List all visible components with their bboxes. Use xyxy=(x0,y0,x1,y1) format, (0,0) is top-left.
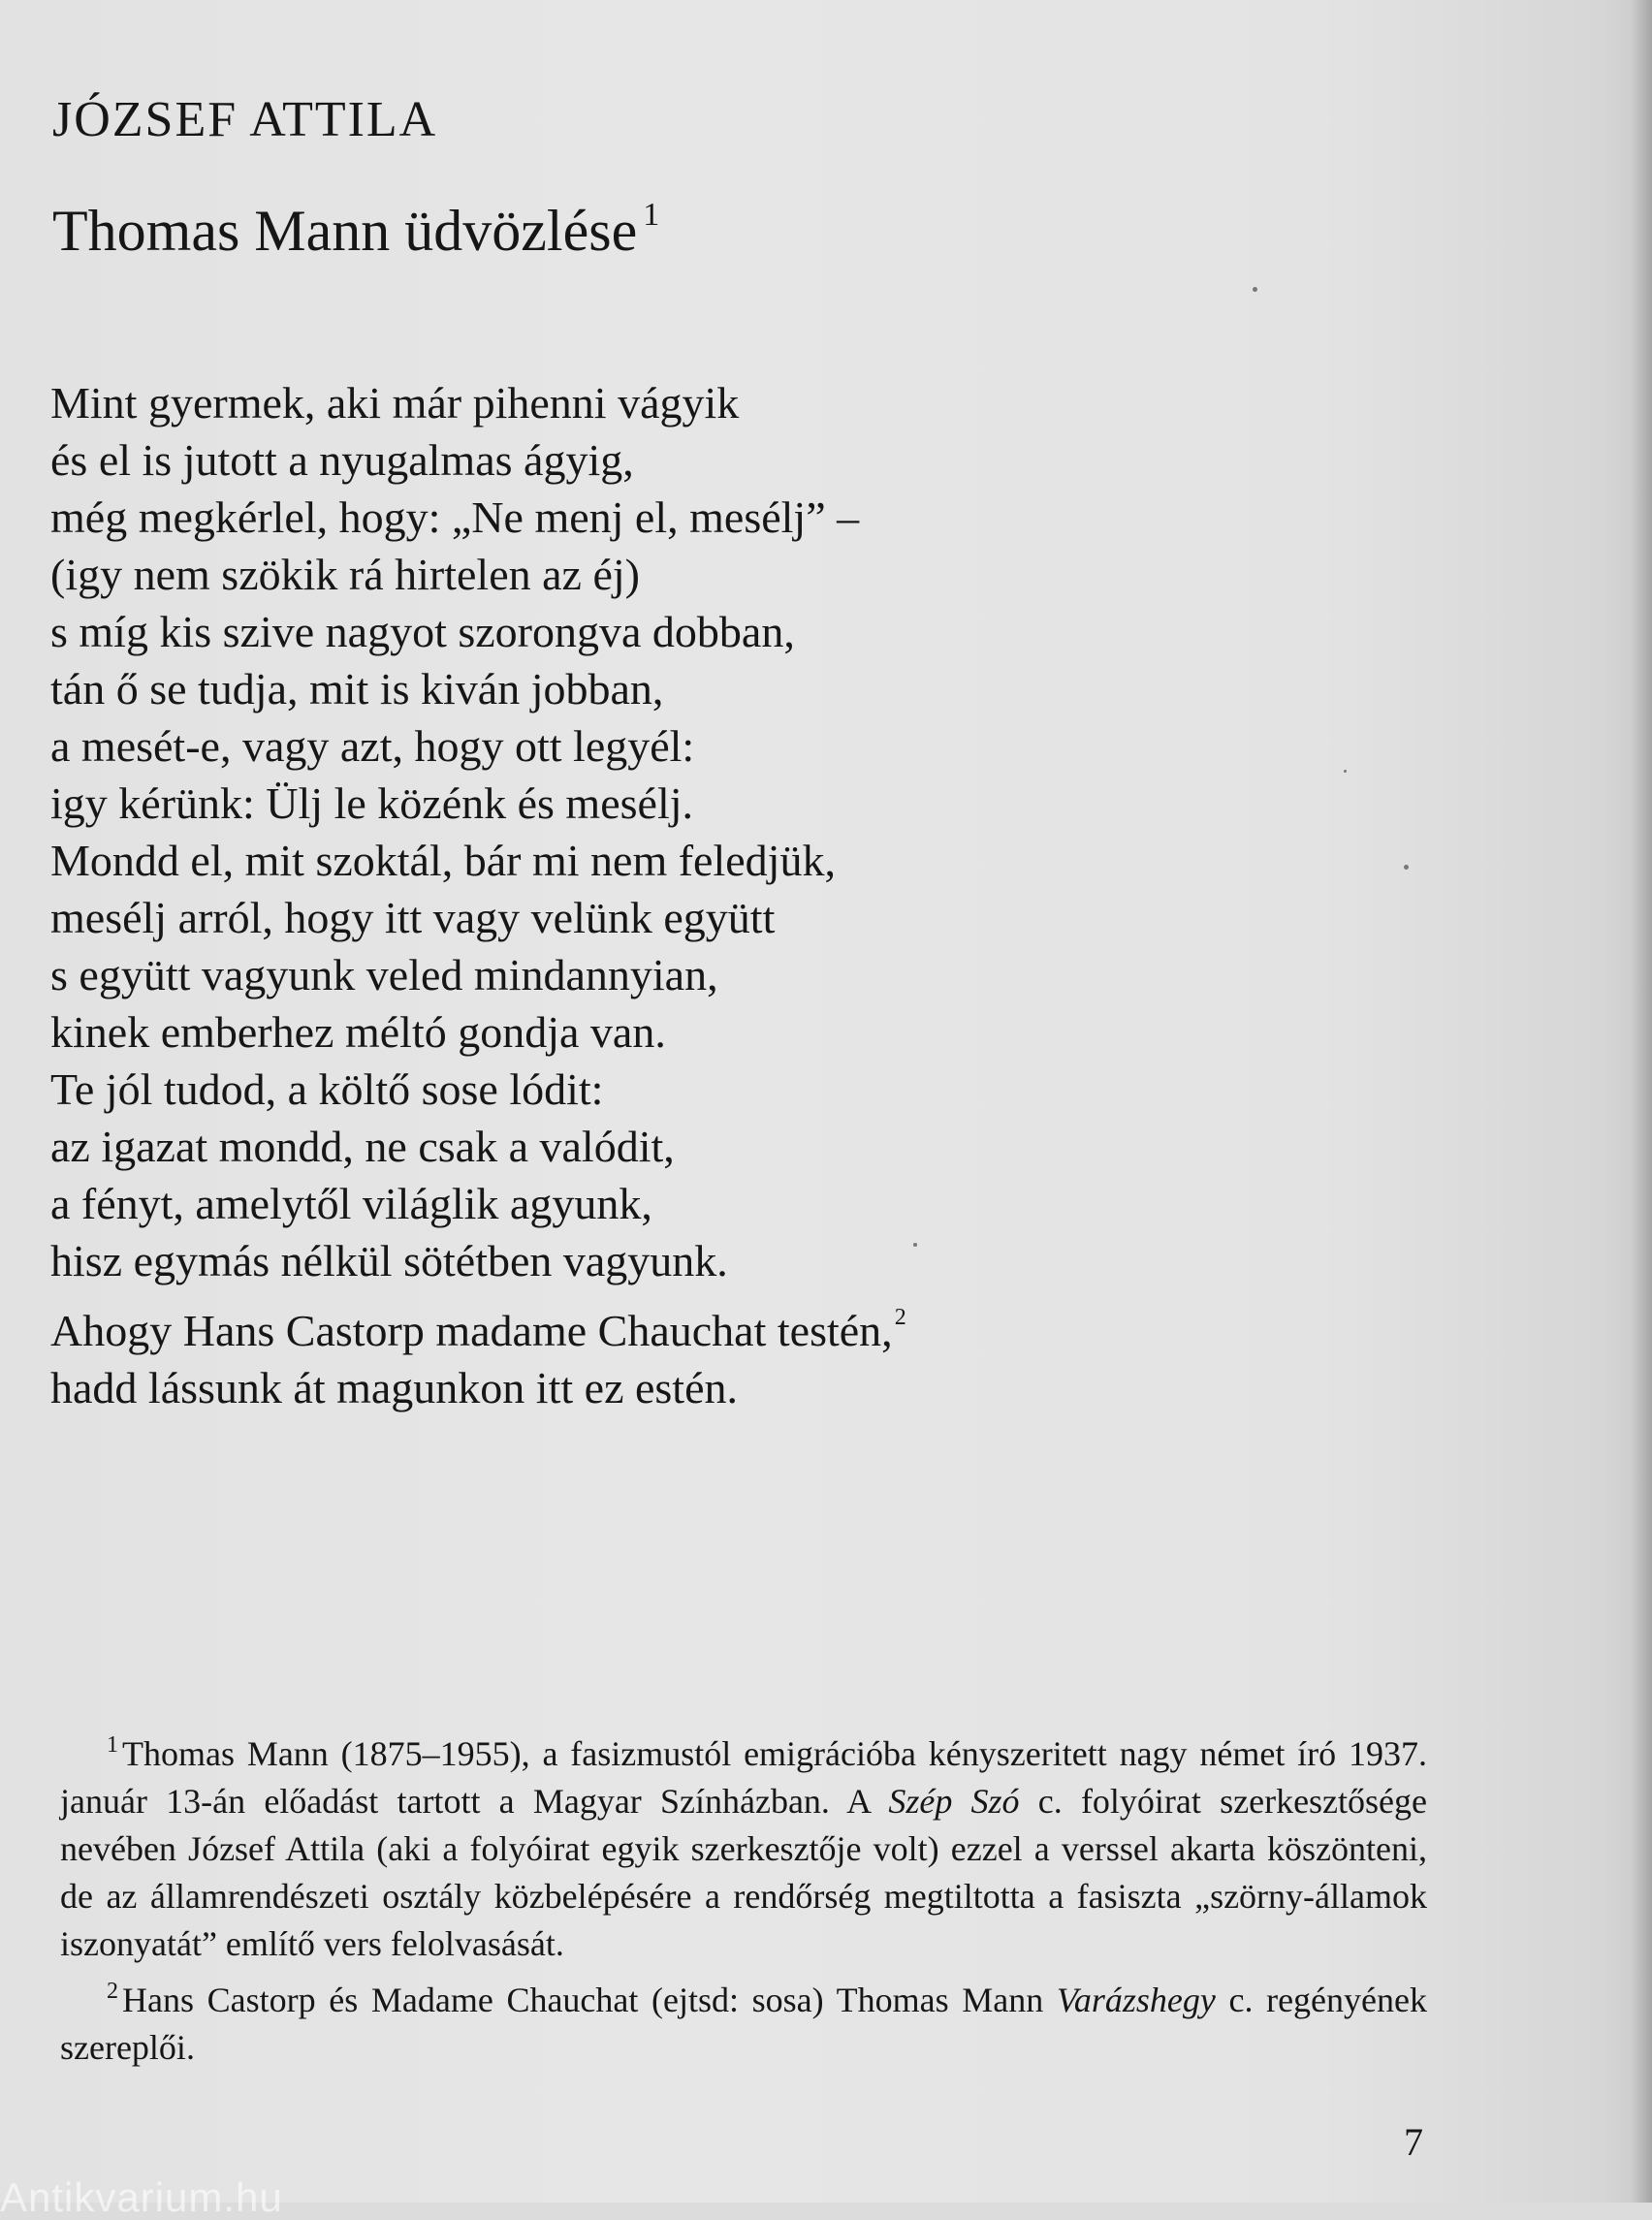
poem-line: hisz egymás nélkül sötétben vagyunk. xyxy=(50,1236,728,1285)
poem-title xyxy=(52,197,660,263)
poem-footnote-ref: 2 xyxy=(894,1305,906,1330)
poem-line: a mesét-e, vagy azt, hogy ott legyél: xyxy=(50,721,695,771)
footnote-1-marker: 1 xyxy=(107,1732,118,1758)
poem-line: Te jól tudod, a költő sose lódit: xyxy=(50,1064,604,1114)
footnote-1-text-a: Thomas Mann (1875–1955), a fasizmustól emigrációba kényszeritett nagy német író 1937. január 13-án előadást tartott a Magyar Színházban. A xyxy=(60,1734,1427,1821)
footnote-1-journal-title: Szép Szó xyxy=(888,1782,1020,1821)
poem-line: Mondd el, mit szoktál, bár mi nem feledjük, xyxy=(50,836,836,885)
poem-line: hadd lássunk át magunkon itt ez estén. xyxy=(50,1363,739,1412)
poem-line: mesélj arról, hogy itt vagy velünk együtt xyxy=(50,893,776,942)
poem-title-text: Thomas Mann üdvözlése xyxy=(52,199,638,263)
footnote-2-text-a: Hans Castorp és Madame Chauchat (ejtsd: sosa) Thomas Mann xyxy=(122,1981,1057,2019)
poem-line: igy kérünk: Ülj le közénk és mesélj. xyxy=(50,778,694,828)
footnote-2 xyxy=(60,1968,1427,2072)
poem-line: még megkérlel, hogy: „Ne menj el, mesélj” – xyxy=(50,492,860,542)
poem-line: s míg kis szive nagyot szorongva dobban, xyxy=(50,607,795,656)
footnote-2-novel-title: Varázshegy xyxy=(1056,1981,1216,2019)
poem-line: és el is jutott a nyugalmas ágyig, xyxy=(50,435,634,485)
paper-speck xyxy=(1404,865,1409,870)
poem-line: a fényt, amelytől világlik agyunk, xyxy=(50,1179,652,1228)
paper-speck xyxy=(913,1243,917,1247)
poem-line: az igazat mondd, ne csak a valódit, xyxy=(50,1122,675,1171)
footnote-2-marker: 2 xyxy=(107,1979,118,2004)
paper-speck xyxy=(1253,287,1257,292)
poem-line: (igy nem szökik rá hirtelen az éj) xyxy=(50,550,640,599)
footnote-1 xyxy=(60,1722,1427,1968)
poem-body xyxy=(50,374,1117,1416)
footnote-1-text-b: c. folyóirat szerkesztősége nevében József Attila (aki a folyóirat egyik szerkesztője volt) ezzel a verssel akarta köszönteni, de az államrendészeti osztály közbelépésére a rendőrség megtiltotta a fasiszta „szörny-államok iszonyatát” említő vers felolvasását. xyxy=(60,1782,1427,1963)
title-footnote-ref: 1 xyxy=(643,197,660,233)
footnotes xyxy=(60,1722,1427,2072)
poem-line: kinek emberhez méltó gondja van. xyxy=(50,1007,666,1057)
poem-line: tán ő se tudja, mit is kiván jobban, xyxy=(50,664,664,714)
poem-line-text: Ahogy Hans Castorp madame Chauchat testén, xyxy=(50,1306,893,1355)
poem-line: s együtt vagyunk veled mindannyian, xyxy=(50,950,718,999)
page-number: 7 xyxy=(1404,2120,1423,2164)
poem-line: Mint gyermek, aki már pihenni vágyik xyxy=(50,378,740,428)
footnote-2-text-b: c. regényének szereplői. xyxy=(60,1981,1427,2067)
paper-speck xyxy=(1344,770,1347,773)
poem-author: JÓZSEF ATTILA xyxy=(52,92,438,147)
watermark: Antikvarium.hu xyxy=(0,2174,283,2220)
poem-line-with-note xyxy=(50,1289,1117,1359)
page-edge-shadow xyxy=(1631,0,1652,2203)
